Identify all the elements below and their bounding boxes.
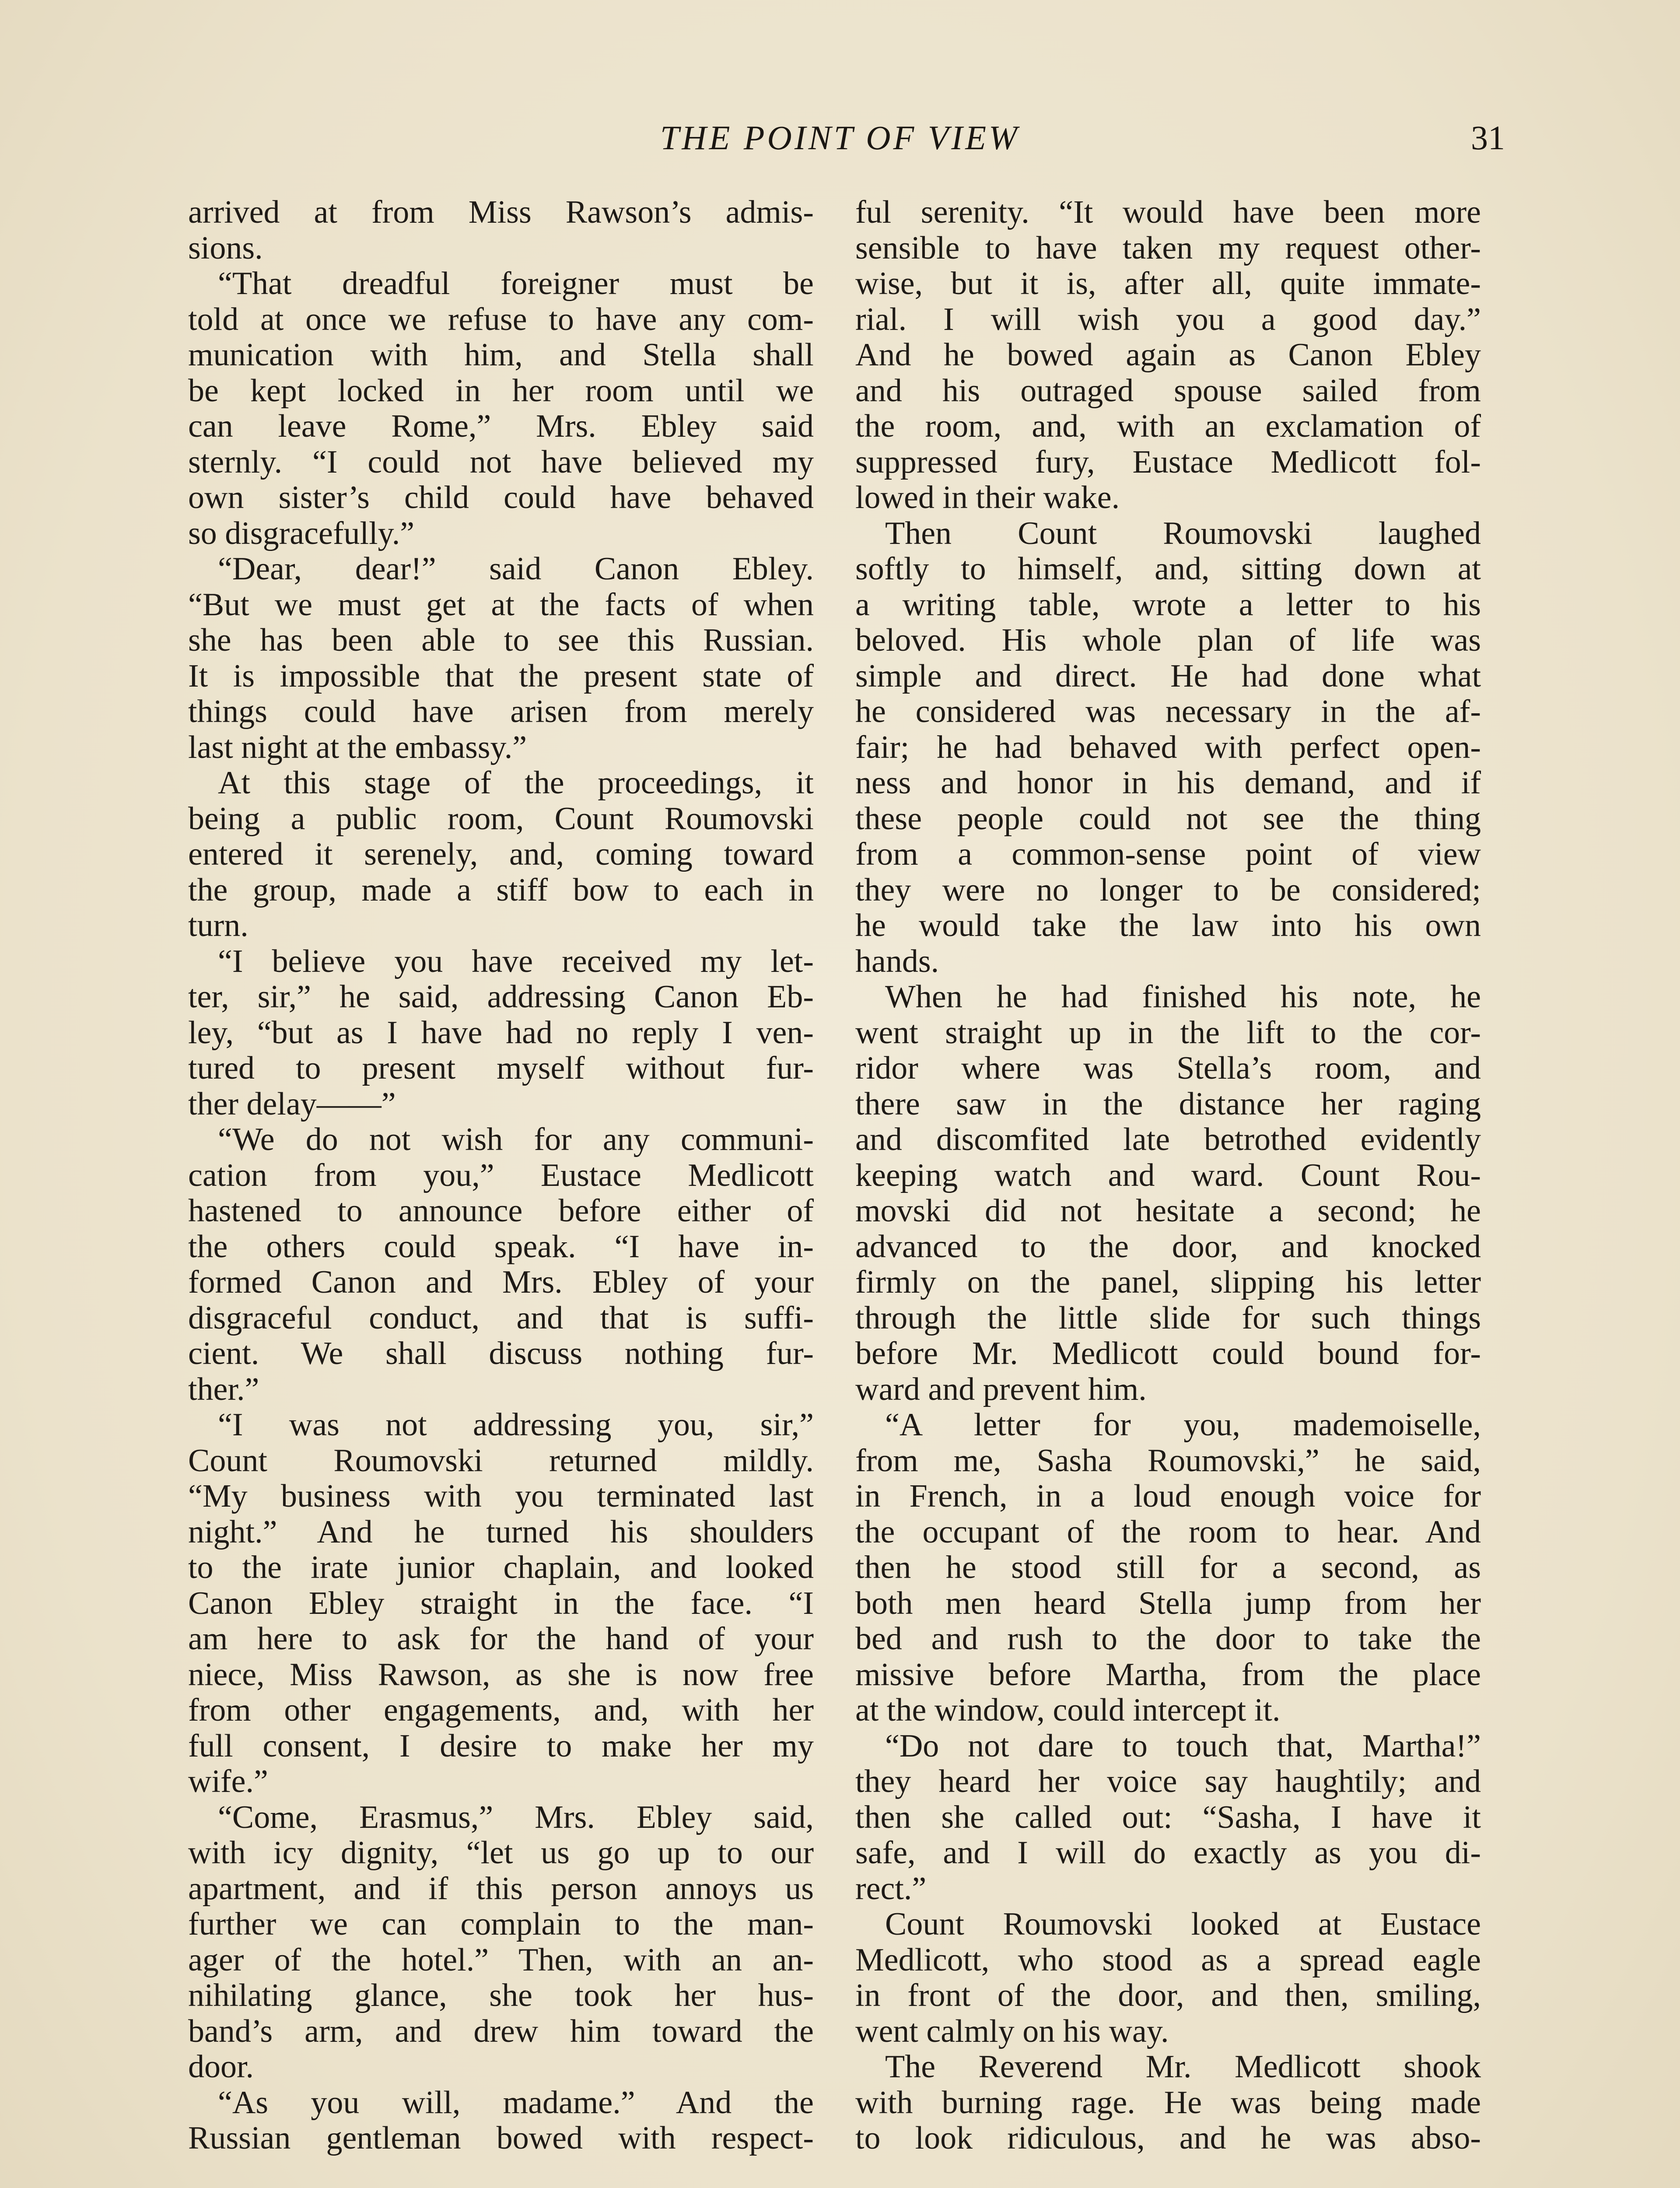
text-line: from a common-sense point of view <box>855 836 1481 872</box>
text-line: at the window, could intercept it. <box>855 1692 1281 1728</box>
text-line: turn. <box>188 908 248 943</box>
text-line: band’s arm, and drew him toward the <box>188 2013 814 2049</box>
page-number: 31 <box>1471 119 1505 157</box>
text-line: Count Roumovski looked at Eustace <box>885 1906 1481 1942</box>
text-line: with icy dignity, “let us go up to our <box>188 1835 814 1871</box>
text-line: ful serenity. “It would have been more <box>855 194 1481 230</box>
text-line: ther delay——” <box>188 1086 396 1122</box>
text-line: “Dear, dear!” said Canon Ebley. <box>218 551 814 587</box>
text-line: “That dreadful foreigner must be <box>218 266 814 302</box>
text-line: through the little slide for such things <box>855 1300 1481 1336</box>
text-line: Then Count Roumovski laughed <box>885 515 1481 551</box>
text-line: rect.” <box>855 1870 927 1907</box>
text-line: went straight up in the lift to the cor- <box>855 1014 1481 1051</box>
text-line: rial. I will wish you a good day.” <box>855 301 1481 337</box>
text-line: the room, and, with an exclamation of <box>855 408 1481 444</box>
text-line: “I believe you have received my let- <box>218 943 814 979</box>
text-line: ter, sir,” he said, addressing Canon Eb- <box>188 979 814 1015</box>
text-column-left <box>188 195 814 2156</box>
text-line: “Do not dare to touch that, Martha!” <box>885 1728 1481 1764</box>
text-line: lowed in their wake. <box>855 480 1120 515</box>
text-line: “But we must get at the facts of when <box>188 586 814 623</box>
text-line: night.” And he turned his shoulders <box>188 1514 814 1550</box>
text-line: hands. <box>855 943 939 979</box>
text-line: fair; he had behaved with perfect open- <box>855 729 1481 765</box>
text-line: bed and rush to the door to take the <box>855 1621 1481 1657</box>
text-line: softly to himself, and, sitting down at <box>855 551 1481 587</box>
text-line: the group, made a stiff bow to each in <box>188 872 814 908</box>
text-line: so disgracefully.” <box>188 515 415 551</box>
text-line: ness and honor in his demand, and if <box>855 765 1481 801</box>
text-line: then she called out: “Sasha, I have it <box>855 1799 1481 1835</box>
text-line: safe, and I will do exactly as you di- <box>855 1835 1481 1871</box>
text-line: wise, but it is, after all, quite immate- <box>855 266 1481 302</box>
text-line: At this stage of the proceedings, it <box>218 765 814 801</box>
text-line: and his outraged spouse sailed from <box>855 372 1481 409</box>
text-line: When he had finished his note, he <box>885 979 1481 1015</box>
text-line: ager of the hotel.” Then, with an an- <box>188 1942 814 1978</box>
text-line: simple and direct. He had done what <box>855 658 1481 694</box>
text-line: door. <box>188 2049 254 2085</box>
text-line: own sister’s child could have behaved <box>188 480 814 515</box>
text-line: the others could speak. “I have in- <box>188 1228 814 1265</box>
text-line: a writing table, wrote a letter to his <box>855 586 1481 623</box>
text-line: missive before Martha, from the place <box>855 1656 1481 1693</box>
text-line: they were no longer to be considered; <box>855 872 1481 908</box>
text-line: cient. We shall discuss nothing fur- <box>188 1336 814 1371</box>
text-line: advanced to the door, and knocked <box>855 1228 1481 1265</box>
text-line: in front of the door, and then, smiling, <box>855 1978 1481 2013</box>
text-line: And he bowed again as Canon Ebley <box>855 337 1481 373</box>
text-line: “A letter for you, mademoiselle, <box>885 1407 1481 1443</box>
text-line: and discomfited late betrothed evidently <box>855 1122 1481 1157</box>
text-line: from me, Sasha Roumovski,” he said, <box>855 1442 1481 1479</box>
text-line: sensible to have taken my request other- <box>855 230 1481 266</box>
text-line: he would take the law into his own <box>855 908 1481 943</box>
text-line: munication with him, and Stella shall <box>188 337 814 373</box>
text-line: The Reverend Mr. Medlicott shook <box>885 2049 1481 2085</box>
text-line: hastened to announce before either of <box>188 1193 814 1229</box>
text-line: suppressed fury, Eustace Medlicott fol- <box>855 444 1481 480</box>
text-line: Medlicott, who stood as a spread eagle <box>855 1942 1481 1978</box>
text-line: sternly. “I could not have believed my <box>188 444 814 480</box>
running-title: THE POINT OF VIEW <box>660 119 1020 157</box>
text-line: niece, Miss Rawson, as she is now free <box>188 1656 814 1693</box>
text-line: the occupant of the room to hear. And <box>855 1514 1481 1550</box>
text-line: to look ridiculous, and he was abso- <box>855 2120 1481 2156</box>
text-line: be kept locked in her room until we <box>188 372 814 409</box>
text-line: they heard her voice say haughtily; and <box>855 1764 1481 1799</box>
text-line: being a public room, Count Roumovski <box>188 800 814 837</box>
text-line: there saw in the distance her raging <box>855 1086 1481 1122</box>
text-line: Russian gentleman bowed with respect- <box>188 2120 814 2156</box>
text-line: am here to ask for the hand of your <box>188 1621 814 1657</box>
text-line: tured to present myself without fur- <box>188 1050 814 1086</box>
text-line: movski did not hesitate a second; he <box>855 1193 1481 1229</box>
text-line: firmly on the panel, slipping his letter <box>855 1264 1481 1300</box>
text-line: told at once we refuse to have any com- <box>188 301 814 337</box>
text-line: formed Canon and Mrs. Ebley of your <box>188 1264 814 1300</box>
text-line: Canon Ebley straight in the face. “I <box>188 1585 814 1621</box>
text-line: then he stood still for a second, as <box>855 1550 1481 1585</box>
text-line: beloved. His whole plan of life was <box>855 622 1481 658</box>
text-line: ther.” <box>188 1371 259 1407</box>
text-line: keeping watch and ward. Count Rou- <box>855 1157 1481 1193</box>
text-line: both men heard Stella jump from her <box>855 1585 1481 1621</box>
text-line: “My business with you terminated last <box>188 1478 814 1514</box>
text-line: ward and prevent him. <box>855 1371 1147 1407</box>
text-line: can leave Rome,” Mrs. Ebley said <box>188 408 814 444</box>
text-line: “I was not addressing you, sir,” <box>218 1407 814 1443</box>
text-line: to the irate junior chaplain, and looked <box>188 1550 814 1585</box>
text-line: ridor where was Stella’s room, and <box>855 1050 1481 1086</box>
text-line: sions. <box>188 230 263 266</box>
text-line: It is impossible that the present state of <box>188 658 814 694</box>
text-line: last night at the embassy.” <box>188 729 527 765</box>
text-line: disgraceful conduct, and that is suffi- <box>188 1300 814 1336</box>
text-line: “As you will, madame.” And the <box>218 2084 814 2121</box>
text-line: he considered was necessary in the af- <box>855 694 1481 729</box>
text-line: wife.” <box>188 1764 268 1799</box>
text-line: “We do not wish for any communi- <box>218 1122 814 1157</box>
text-line: cation from you,” Eustace Medlicott <box>188 1157 814 1193</box>
text-line: “Come, Erasmus,” Mrs. Ebley said, <box>218 1799 814 1835</box>
text-line: full consent, I desire to make her my <box>188 1728 814 1764</box>
text-line: apartment, and if this person annoys us <box>188 1870 814 1907</box>
text-line: she has been able to see this Russian. <box>188 622 814 658</box>
text-line: with burning rage. He was being made <box>855 2084 1481 2121</box>
text-line: these people could not see the thing <box>855 800 1481 837</box>
text-column-right <box>855 195 1481 2156</box>
text-line: further we can complain to the man- <box>188 1906 814 1942</box>
text-line: before Mr. Medlicott could bound for- <box>855 1336 1481 1371</box>
text-line: nihilating glance, she took her hus- <box>188 1978 814 2013</box>
text-line: from other engagements, and, with her <box>188 1692 814 1728</box>
text-line: Count Roumovski returned mildly. <box>188 1442 814 1479</box>
text-line: arrived at from Miss Rawson’s admis- <box>188 194 814 230</box>
text-line: things could have arisen from merely <box>188 694 814 729</box>
text-line: entered it serenely, and, coming toward <box>188 836 814 872</box>
text-line: in French, in a loud enough voice for <box>855 1478 1481 1514</box>
text-line: ley, “but as I have had no reply I ven- <box>188 1014 814 1051</box>
text-line: went calmly on his way. <box>855 2013 1169 2049</box>
